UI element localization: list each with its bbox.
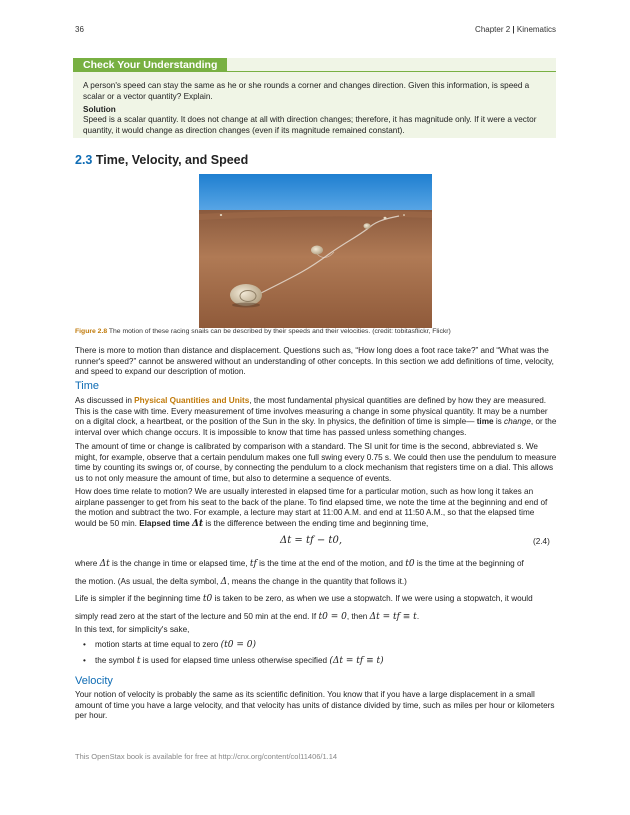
simpler-4: , then [346,612,370,621]
where-2: is the change in time or elapsed time, [109,559,250,568]
velocity-heading: Velocity [75,675,113,687]
where-5a: the motion. (As usual, the delta symbol, [75,577,221,586]
time-paragraph-2: The amount of time or change is calibrated by comparison with a standard. The SI unit for time is the second, abbreviated s. We might, for example, observe that a certain pendulum makes one full swing every 0.75 s. We could then use the pendulum to measure time by counting its swings or, of course, by connecting the pendulum to a clock mechanism that registers time on a dial. This allows us to not only measure the amount of time, but also to determine a sequence of events. [75,442,557,483]
change-term: change [504,417,531,427]
where-sym-tf: tf [249,559,257,569]
chapter-number: Chapter 2 [475,25,511,34]
bullet2-post: is used for elapsed time unless otherwise specified [140,656,330,665]
where-4: is the time at the beginning of [414,559,524,568]
figure-label: Figure 2.8 [75,328,108,335]
simpler-sym-dt-equals: Δt = tf ≡ t [369,612,417,622]
equation-number: (2.4) [533,537,550,546]
simpler-5: . [416,612,420,621]
list-item [75,653,555,669]
racing-snails-photo [199,174,432,328]
time-heading: Time [75,380,100,392]
simpler-paragraph [75,590,557,626]
where-paragraph [75,555,557,591]
check-understanding-rule [227,71,556,72]
where-1: where [75,559,100,568]
where-sym-dt: Δt [99,559,110,569]
section-title [75,153,248,167]
section-title-text: Time, Velocity, and Speed [95,153,249,167]
time-p1-mid2: is [493,417,505,427]
bullet1-symbol: (t0 = 0) [220,640,256,650]
intro-paragraph: There is more to motion than distance and displacement. Questions such as, “How long does a foot race take?” and “What was the runner's speed?” cannot be answered without an understanding of other concepts. In this section we add definitions of time, velocity, and speed to expand our description of motion. [75,346,554,377]
figure-caption [75,328,565,335]
page-footer: This OpenStax book is available for free at http://cnx.org/content/col11406/1.14 [75,752,338,761]
time-term: time [476,417,494,427]
simpler-sym-t0-zero: t0 = 0 [318,612,347,622]
time-p3-pre: How does time relate to motion? We are usually interested in elapsed time for a particular motion, such as how long it takes an airplane passenger to get from his seat to the back of the plane. To find elapsed time, we note the time at the beginning and end of the motion and subtract the two. For example, a lecture may start at 11:00 A.M. and end at 11:50 A.M., so that the elapsed time would be 50 min. [75,487,548,528]
section-number: 2.3 [75,153,93,167]
solution-text: Speed is a scalar quantity. It does not change at all with direction changes; therefore, it has magnitude only. If it were a vector quantity, it would change as direction changes (even if its magnitude remained constant). [83,115,537,135]
check-understanding-question: A person's speed can stay the same as he or she rounds a corner and changes direction. Given this information, is speed a scalar or a vector quantity? Explain. [83,81,530,101]
time-paragraph-1 [75,396,557,438]
simpler-2: is taken to be zero, as when we use a stopwatch. If we were using a stopwatch, it would [212,594,533,603]
bullet1-text: motion starts at time equal to zero [95,640,221,649]
elapsed-time-term: Elapsed time [139,518,190,528]
equation-2-4: Δt = tf − t0, [280,535,342,546]
simpler-1: Life is simpler if the beginning time [75,594,203,603]
check-understanding-title: Check Your Understanding [73,58,227,72]
velocity-paragraph: Your notion of velocity is probably the same as its scientific definition. You know that if you have a large displacement in a small amount of time you have a large velocity, and that velocity has units of distance divided by time, such as miles per hour or kilometers per hour. [75,690,555,721]
where-sym-delta: Δ [220,577,228,587]
time-p1-mid: , the most fundamental physical quantities are defined by how they are measured. This is the case with time. Every measurement of time involves measuring a change in some physical quantity. It may be a number on a digital clock, a heartbeat, or the position of the Sun in the sky. In physics, the definition of time is simple— [75,396,548,427]
time-p1-post: , or the interval over which change occurs. It is impossible to know that time has passed unless something changes. [75,417,557,437]
page-number: 36 [75,25,84,34]
header-separator: | [510,25,517,34]
time-p3-post: is the difference between the ending time and beginning time, [203,518,429,528]
physical-quantities-link[interactable]: Physical Quantities and Units [134,396,250,405]
elapsed-time-symbol: Δt [191,518,204,529]
list-item [75,637,555,653]
bullet2-symbol: t [136,656,141,666]
time-paragraph-3 [75,487,557,529]
simplicity-list [75,637,555,669]
running-header [475,25,556,34]
where-sym-t0: t0 [405,559,415,569]
where-3: is the time at the end of the motion, and [256,559,406,568]
simplicity-intro: In this text, for simplicity's sake, [75,625,190,634]
figure-caption-text: The motion of these racing snails can be described by their speeds and their velocities. (credit: tobitasflickr, Flickr) [108,328,451,335]
where-5b: , means the change in the quantity that follows it.) [227,577,407,586]
solution-heading: Solution [83,105,116,114]
bullet2-symbol-2: (Δt = tf ≡ t) [329,656,384,666]
bullet2-pre: the symbol [95,656,137,665]
chapter-title: Kinematics [516,25,556,34]
simpler-sym-t0: t0 [202,594,213,604]
time-p1-pre: As discussed in [75,396,135,405]
simpler-3: simply read zero at the start of the lecture and 50 min at the end. If [75,612,319,621]
